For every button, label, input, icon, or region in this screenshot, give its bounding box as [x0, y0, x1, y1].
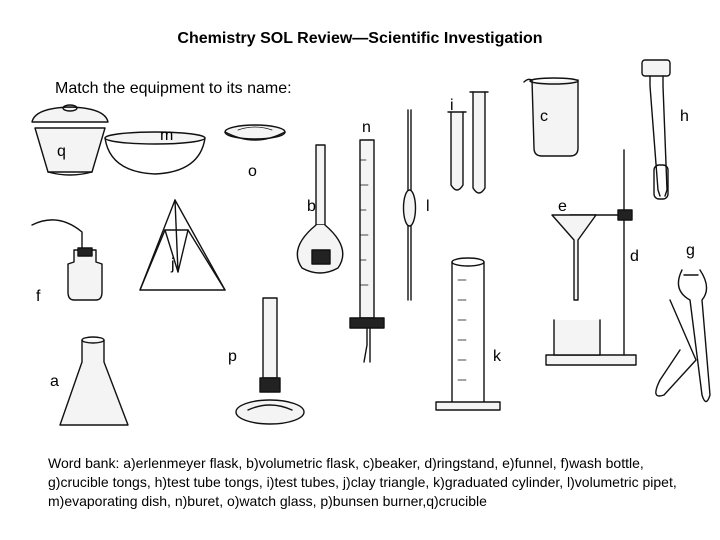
crucible-tongs-drawing [656, 270, 710, 402]
label-p: p [228, 348, 237, 365]
erlenmeyer-flask-drawing [60, 337, 128, 425]
label-b: b [307, 198, 316, 215]
ringstand-drawing [546, 150, 636, 365]
instruction-text: Match the equipment to its name: [55, 80, 292, 97]
label-q: q [57, 143, 66, 160]
beaker-drawing [524, 78, 578, 156]
label-l: l [426, 198, 430, 215]
label-c: c [540, 108, 548, 125]
graduated-cylinder-drawing [436, 258, 500, 410]
test-tubes-drawing [448, 92, 488, 193]
watch-glass-drawing [225, 125, 285, 140]
label-o: o [248, 163, 257, 180]
label-n: n [362, 119, 371, 136]
label-g: g [686, 242, 695, 259]
volumetric-flask-drawing [297, 145, 342, 273]
volumetric-pipet-drawing [404, 110, 416, 300]
label-a: a [50, 373, 59, 390]
bunsen-burner-drawing [236, 298, 304, 424]
word-bank: Word bank: a)erlenmeyer flask, b)volumetric flask, c)beaker, d)ringstand, e)funnel, f)wash bottle, g)crucible tongs, h)test tube tongs, i)test tubes, j)clay triangle, k)graduated cylinder, l)volumetric pipet, m)evaporating dish, n)buret, o)watch glass, p)bunsen burner,q)crucible [48, 455, 677, 509]
label-f: f [36, 288, 41, 305]
clay-triangle-drawing [140, 200, 225, 290]
crucible-drawing [32, 105, 108, 175]
test-tube-tongs-drawing [642, 60, 670, 199]
label-m: m [160, 127, 174, 144]
label-h: h [680, 108, 689, 125]
wash-bottle-drawing [32, 220, 102, 300]
page-title: Chemistry SOL Review—Scientific Investigation [177, 30, 543, 47]
label-k: k [493, 348, 501, 365]
label-e: e [558, 198, 567, 215]
buret-drawing [350, 140, 384, 362]
label-j: j [171, 256, 175, 273]
label-i: i [450, 97, 454, 114]
label-d: d [630, 248, 639, 265]
evaporating-dish-drawing [105, 132, 205, 174]
